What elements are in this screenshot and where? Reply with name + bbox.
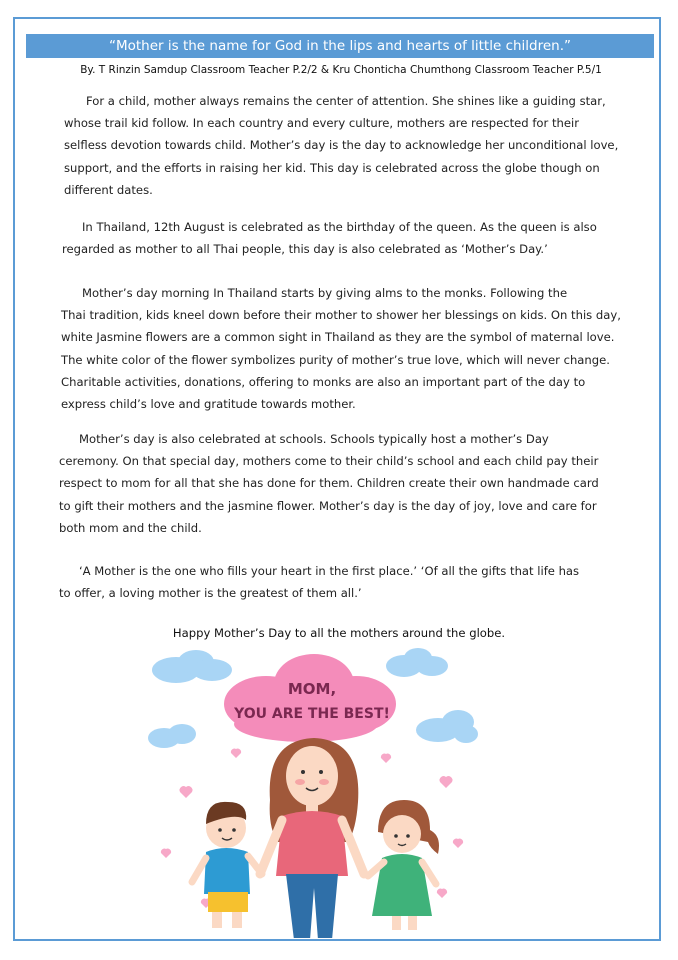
paragraph-3 <box>61 282 621 415</box>
paragraph-line: For a child, mother always remains the center of attention. She shines like a guiding star, <box>86 94 606 108</box>
paragraph-line: Charitable activities, donations, offering to monks are also an important part of the day to <box>61 374 586 389</box>
illustration-text: YOU ARE THE BEST! <box>234 706 390 722</box>
illustration-text: MOM, <box>287 680 337 698</box>
paragraph-line: Mother’s day morning In Thailand starts by giving alms to the monks. Following the <box>82 286 568 300</box>
paragraph-4 <box>59 428 599 539</box>
cloud-icon <box>416 710 478 743</box>
paragraph-line: selfless devotion towards child. Mother’s day is the day to acknowledge her unconditional love, <box>64 138 619 153</box>
paragraph-line: support, and the efforts in raising her kid. This day is celebrated across the globe though on <box>64 160 600 175</box>
paragraph-line: to offer, a loving mother is the greatest of them all.’ <box>59 586 362 601</box>
boy-figure <box>192 802 262 928</box>
paragraph-line: whose trail kid follow. In each country and every culture, mothers are respected for their <box>64 116 579 131</box>
paragraph-line: different dates. <box>64 182 153 197</box>
cloud-icon <box>148 724 196 748</box>
paragraph-line: white Jasmine flowers are a common sight in Thailand as they are the symbol of maternal love. <box>61 330 615 345</box>
girl-figure <box>368 800 439 930</box>
cloud-icon <box>152 650 232 683</box>
paragraph-line: both mom and the child. <box>59 520 202 535</box>
paragraph-line: regarded as mother to all Thai people, this day is also celebrated as ‘Mother’s Day.’ <box>62 242 548 257</box>
paragraph-line: to gift their mothers and the jasmine flower. Mother’s day is the day of joy, love and care for <box>59 498 597 513</box>
cloud-icon <box>386 648 448 677</box>
paragraph-line: Mother’s day is also celebrated at schools. Schools typically host a mother’s Day <box>79 432 549 446</box>
byline: By. T Rinzin Samdup Classroom Teacher P.2/2 & Kru Chonticha Chumthong Classroom Teacher P.5/1 <box>80 64 602 76</box>
paragraph-1 <box>64 90 618 201</box>
mother-figure <box>260 738 364 938</box>
paragraph-2 <box>62 216 597 260</box>
paragraph-5 <box>59 560 579 604</box>
cloud-icon <box>224 654 396 742</box>
paragraph-line: respect to mom for all that she has done for them. Children create their own handmade card <box>59 476 599 491</box>
closing-line: Happy Mother’s Day to all the mothers around the globe. <box>172 626 506 640</box>
paragraph-line: express child’s love and gratitude towards mother. <box>61 397 356 412</box>
paragraph-line: ceremony. On that special day, mothers come to their child’s school and each child pay their <box>59 454 599 469</box>
paragraph-line: Thai tradition, kids kneel down before their mother to shower her blessings on kids. On this day, <box>61 308 621 323</box>
title-quote-banner: “Mother is the name for God in the lips and hearts of little children.” <box>26 34 654 58</box>
paragraph-line: The white color of the flower symbolizes purity of mother’s true love, which will never change. <box>61 352 610 367</box>
paragraph-line: ‘A Mother is the one who fills your heart in the first place.’ ‘Of all the gifts that life has <box>79 564 580 578</box>
mothers-day-illustration <box>146 648 478 938</box>
paragraph-line: In Thailand, 12th August is celebrated as the birthday of the queen. As the queen is also <box>82 220 597 234</box>
